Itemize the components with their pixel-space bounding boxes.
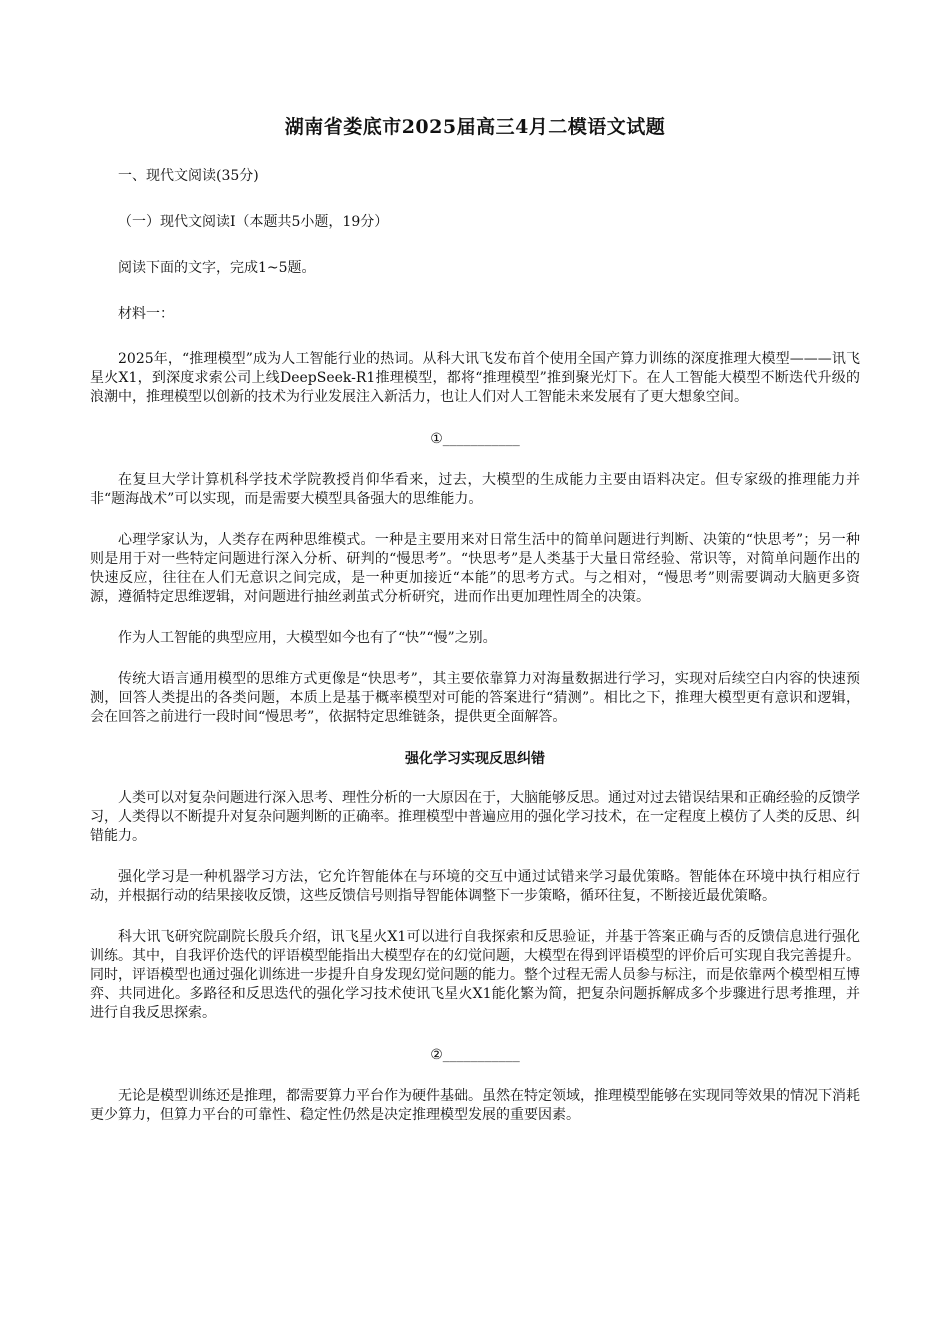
paragraph: 作为人工智能的典型应用，大模型如今也有了“快”“慢”之别。 [118,630,497,646]
paragraph: 强化学习是一种机器学习方法，它允许智能体在与环境的交互中通过试错来学习最优策略。智能体在环境中执行相应行动，并根据行动的结果接收反馈，这些反馈信号则指导智能体调整下一步策略，循环往复，不断接近最优策略。 [90,869,860,904]
section-heading: 一、现代文阅读(35分) [118,168,259,184]
paragraph: 2025年，“推理模型”成为人工智能行业的热词。从科大讯飞发布首个使用全国产算力训练的深度推理大模型———讯飞星火X1，到深度求索公司上线DeepSeek-R1推理模型，都将“推理模型”推到聚光灯下。在人工智能大模型不断迭代升级的浪潮中，推理模型以创新的技术为行业发展注入新活力，也让人们对人工智能未来发展有了更大想象空间。 [90,351,860,405]
material-label: 材料一： [118,306,174,322]
sub-heading: 强化学习实现反思纠错 [405,751,545,767]
document-page [90,112,860,1147]
page-title: 湖南省娄底市2025届高三4月二模语文试题 [284,116,666,138]
paragraph: 传统大语言通用模型的思维方式更像是“快思考”，其主要依靠算力对海量数据进行学习，实现对后续空白内容的快速预测，回答人类提出的各类问题，本质上是基于概率模型对可能的答案进行“猜测”。相比之下，推理大模型更有意识和逻辑，会在回答之前进行一段时间“慢思考”，依据特定思维链条，提供更全面解答。 [90,671,860,725]
instruction-text: 阅读下面的文字，完成1~5题。 [118,260,316,276]
paragraph: 科大讯飞研究院副院长殷兵介绍，讯飞星火X1可以进行自我探索和反思验证，并基于答案正确与否的反馈信息进行强化训练。其中，自我评价迭代的评语模型能指出大模型存在的幻觉问题，大模型在得到评语模型的评价后可实现自我完善提升。同时，评语模型也通过强化训练进一步提升自身发现幻觉问题的能力。整个过程无需人员参与标注，而是依靠两个模型相互博弈、共同进化。多路径和反思迭代的强化学习技术使讯飞星火X1能化繁为简，把复杂问题拆解成多个步骤进行思考推理，并进行自我反思探索。 [90,929,860,1021]
paragraph: 在复旦大学计算机科学技术学院教授肖仰华看来，过去，大模型的生成能力主要由语料决定。但专家级的推理能力并非“题海战术”可以实现，而是需要大模型具备强大的思维能力。 [90,472,860,507]
blank-heading-1: ①___________ [430,431,520,447]
subsection-heading: （一）现代文阅读Ⅰ（本题共5小题，19分） [118,214,389,230]
blank-heading-2: ②___________ [430,1047,520,1063]
paragraph: 人类可以对复杂问题进行深入思考、理性分析的一大原因在于，大脑能够反思。通过对过去错误结果和正确经验的反馈学习，人类得以不断提升对复杂问题判断的正确率。推理模型中普遍应用的强化学习技术，在一定程度上模仿了人类的反思、纠错能力。 [90,790,860,844]
paragraph: 无论是模型训练还是推理，都需要算力平台作为硬件基础。虽然在特定领域，推理模型能够在实现同等效果的情况下消耗更少算力，但算力平台的可靠性、稳定性仍然是决定推理模型发展的重要因素。 [90,1088,860,1123]
paragraph: 心理学家认为，人类存在两种思维模式。一种是主要用来对日常生活中的简单问题进行判断、决策的“快思考”；另一种则是用于对一些特定问题进行深入分析、研判的“慢思考”。“快思考”是人类基于大量日常经验、常识等，对简单问题作出的快速反应，往往在人们无意识之间完成，是一种更加接近“本能”的思考方式。与之相对，“慢思考”则需要调动大脑更多资源，遵循特定思维逻辑，对问题进行抽丝剥茧式分析研究，进而作出更加理性周全的决策。 [90,532,860,605]
